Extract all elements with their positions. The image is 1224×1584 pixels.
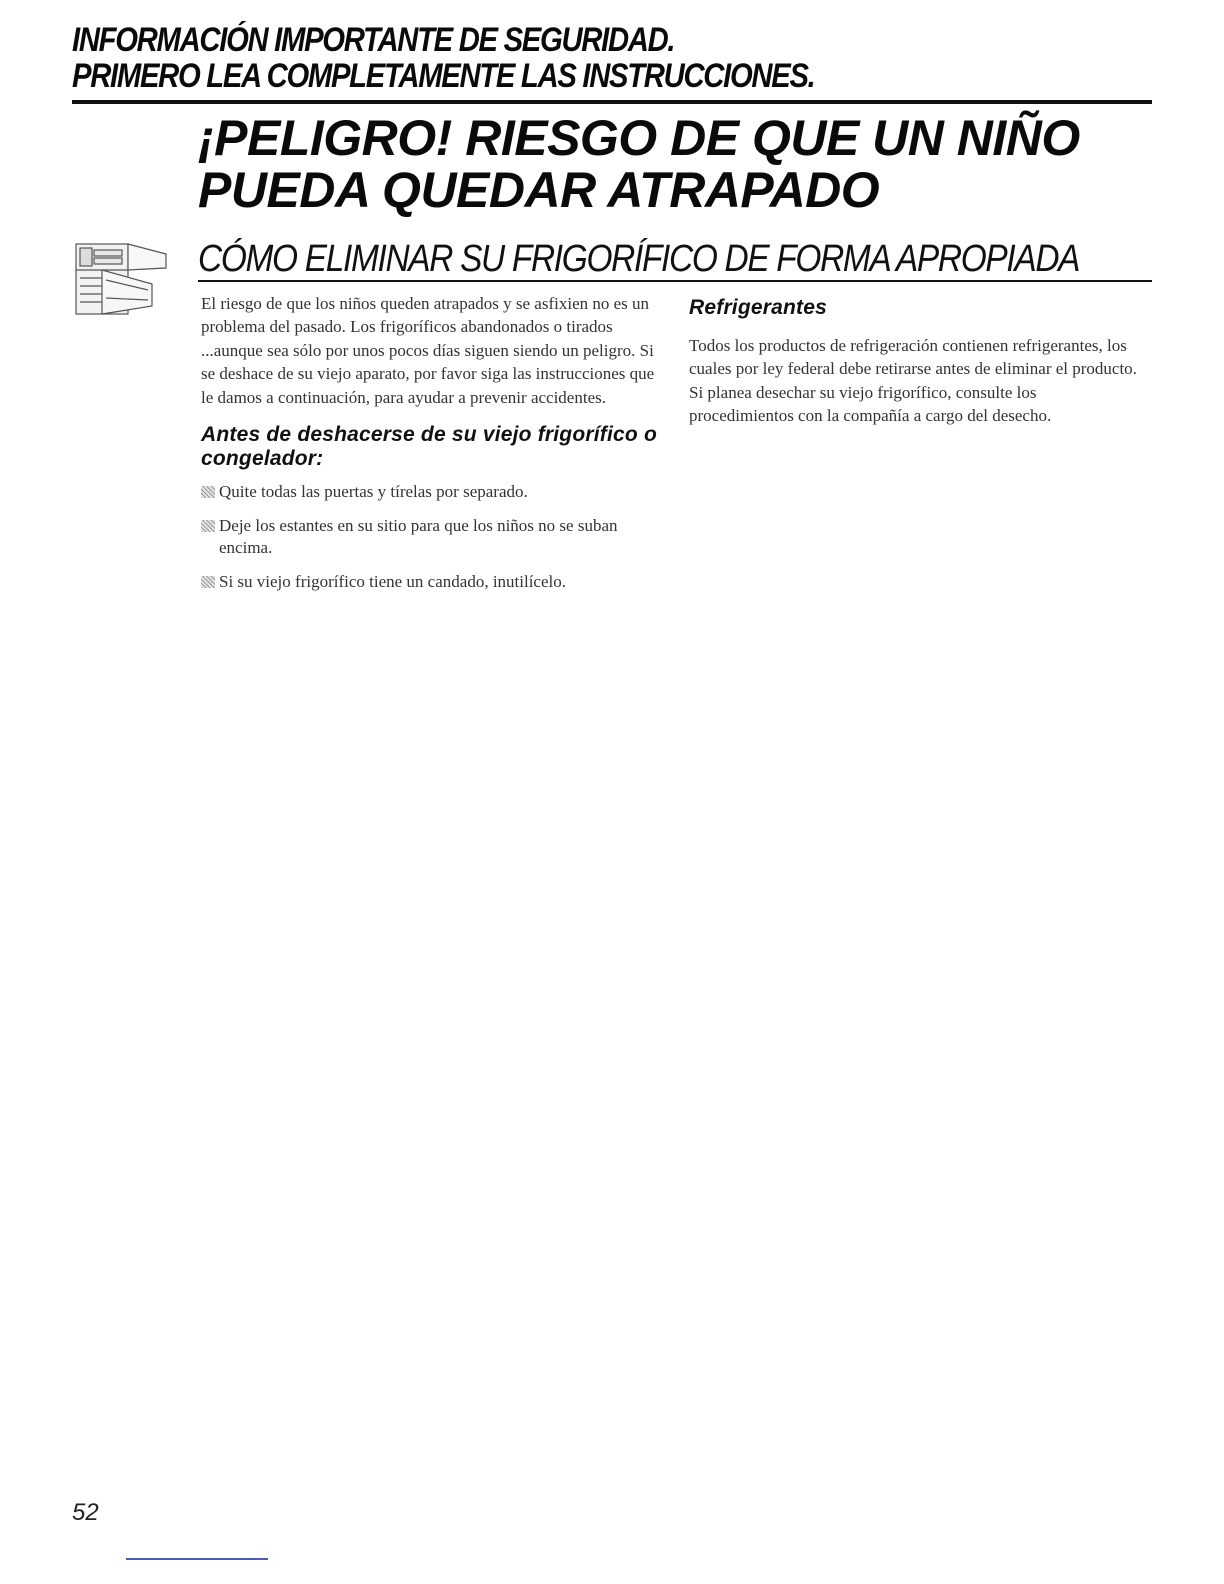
intro-paragraph: El riesgo de que los niños queden atrapados y se asfixien no es un problema del pasado. Los frigoríficos abandonados o tirados ...aunque sea sólo por unos pocos días siguen siendo un peligro. Si se deshace de su viejo aparato, por favor siga las instrucciones que le damos a continuación, para ayudar a prevenir accidentes. [201, 294, 655, 407]
list-item-text: Si su viejo frigorífico tiene un candado, inutilícelo. [219, 572, 566, 592]
bullet-icon [201, 486, 215, 498]
danger-title: ¡PELIGRO! RIESGO DE QUE UN NIÑO PUEDA QUEDAR ATRAPADO [198, 110, 1080, 218]
list-item [201, 571, 661, 593]
list-item-text: Quite todas las puertas y tírelas por separado. [219, 482, 528, 502]
section-title: CÓMO ELIMINAR SU FRIGORÍFICO DE FORMA APROPIADA [198, 238, 1080, 280]
section-divider [198, 280, 1152, 282]
list-item-text: Deje los estantes en su sitio para que los niños no se suban encima. [219, 516, 618, 558]
bullet-icon [201, 520, 215, 532]
footer-divider [126, 1558, 268, 1560]
page-header [72, 22, 1152, 94]
list-item [201, 515, 661, 559]
disposal-steps-list [201, 481, 661, 593]
right-column [689, 296, 1139, 428]
page-number: 52 [72, 1499, 99, 1526]
left-column [201, 292, 661, 605]
header-line-1: INFORMACIÓN IMPORTANTE DE SEGURIDAD. [72, 21, 675, 59]
refrigerator-icon [72, 240, 180, 318]
before-disposal-heading: Antes de deshacerse de su viejo frigorífico o congelador: [201, 423, 657, 471]
bullet-icon [201, 576, 215, 588]
header-divider [72, 100, 1152, 104]
header-line-2: PRIMERO LEA COMPLETAMENTE LAS INSTRUCCIONES. [72, 57, 815, 95]
refrigerants-heading: Refrigerantes [689, 296, 827, 319]
refrigerants-paragraph: Todos los productos de refrigeración contienen refrigerantes, los cuales por ley federal debe retirarse antes de eliminar el producto. Si planea desechar su viejo frigorífico, consulte los procedimientos con la compañía a cargo del desecho. [689, 336, 1137, 426]
list-item [201, 481, 661, 503]
